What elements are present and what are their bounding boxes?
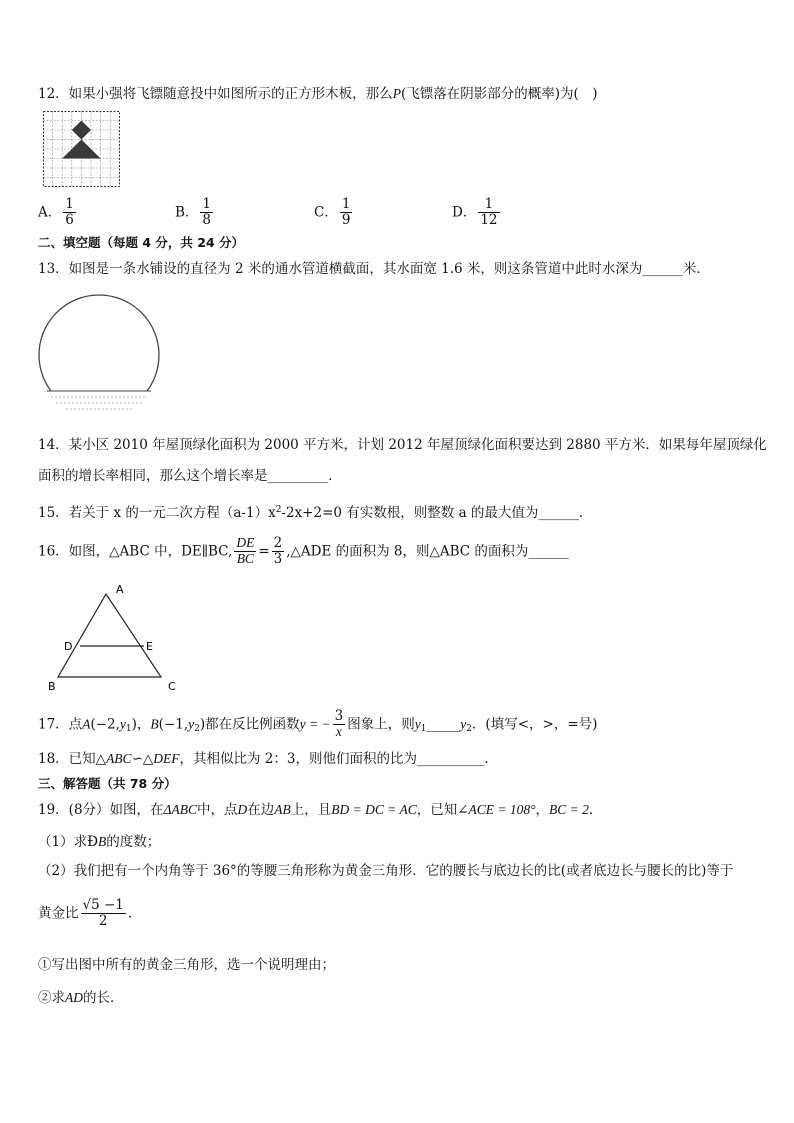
q14-line1: 14．某小区 2010 年屋顶绿化面积为 2000 平方米，计划 2012 年屋顶绿化面积要达到 2880 平方米．如果每年屋顶绿化 [38,437,767,453]
q16-label-c: C [168,680,176,693]
q13-water-region [47,391,151,421]
q19-sub2: ②求AD的长． [38,990,124,1006]
section3-heading: 三、解答题（共 78 分） [38,776,177,791]
q18-text: 18．已知△ABC∽△DEF，其相似比为 2：3，则他们面积的比为__________． [38,751,498,767]
q16-label-a: A [116,583,124,596]
q16-triangle-figure [45,584,185,694]
q12-diamond-shape [72,121,91,140]
q19-line1: 19．(8分）如图，在ΔABC中，点D在边AB上，且BD = DC = AC，已知∠ACE = 108°，BC = 2． [38,802,603,818]
q16-label-d: D [64,640,73,653]
section2-heading: 二、填空题（每题 4 分，共 24 分） [38,235,245,250]
q12-option-c: C． $\frac{1}{9}$ [314,196,351,228]
q12-option-b: B． $\frac{1}{8}$ [175,196,212,228]
q13-pipe-figure [36,293,162,419]
q16-label-b: B [48,680,56,693]
q12-option-a: A． $\frac{1}{6}$ [38,196,74,228]
q19-sub1: ①写出图中所有的黄金三角形，选一个说明理由； [38,957,335,973]
q16-triangle-abc [58,594,161,677]
q19-golden-ratio: 黄金比 $\frac{√5 -1}{2}$ ． [38,897,142,929]
q12-stem: 12．如果小强将飞镖随意投中如图所示的正方形木板，那么P(飞镖落在阴影部分的概率)为( ) [38,86,598,102]
q13-text: 13．如图是一条水铺设的直径为 2 米的通水管道横截面，其水面宽 1.6 米，则这条管道中此时水深为______米． [38,261,710,277]
q16-label-e: E [146,640,153,653]
q16-text: 16．如图，△ABC 中，DE∥BC, $\frac{DE}{BC}$ = $\frac{2}{3}$ ,△ADE 的面积为 8，则△ABC 的面积为______ [38,535,569,567]
q14-line2: 面积的增长率相同，那么这个增长率是_________． [38,468,342,484]
q19-part1: （1）求ÐB的度数； [38,834,161,850]
q17-text: 17．点$A(-2,y_1)$，$B(-1,y_2)$都在反比例函数y = − $\frac{3}{x}$ 图象上，则$y_1\_\_\_\_\_y_2$．(填写<，>，=号) [38,708,598,739]
q19-part2: （2）我们把有一个内角等于 36°的等腰三角形称为黄金三角形．它的腰长与底边长的比(或者底边长与腰长的比)等于 [38,863,734,879]
q12-dartboard-figure [43,111,120,187]
q12-option-d: D． $\frac{1}{12}$ [452,196,498,228]
q15-text: 15．若关于 x 的一元二次方程$(a-1)x^2-2x+2=0$ 有实数根，则整数 a 的最大值为______． [38,505,593,521]
